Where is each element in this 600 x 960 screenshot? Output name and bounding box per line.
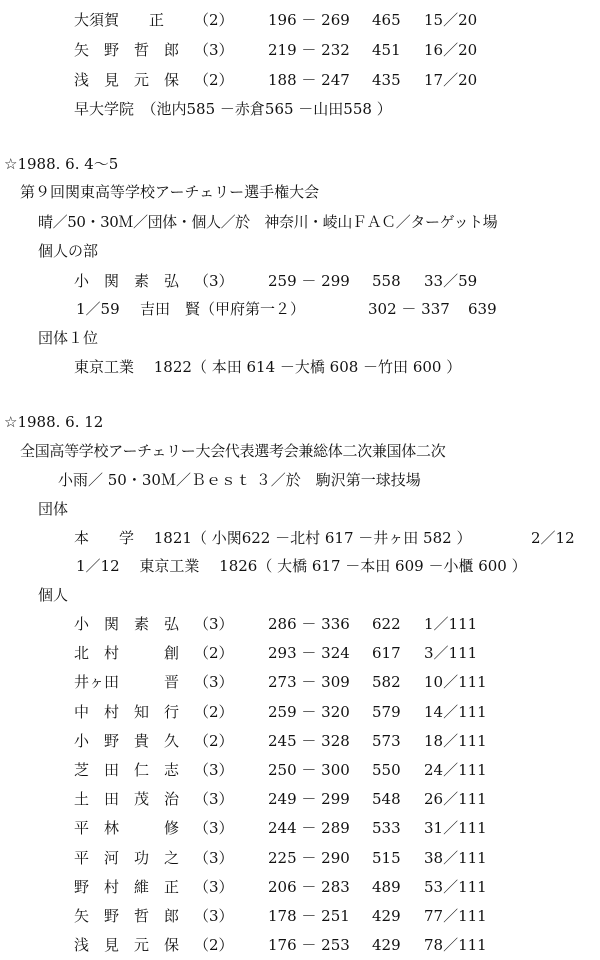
top-row-2-score: 188 － 247 bbox=[268, 71, 350, 89]
event2-row-total: 429 bbox=[372, 936, 401, 954]
top-row-1-score: 219 － 232 bbox=[268, 41, 350, 59]
top-row-2-rank: 17／20 bbox=[424, 71, 478, 89]
event2-row-total: 548 bbox=[372, 790, 401, 808]
event2-conditions: 小雨／ 50・30Ｍ／Ｂｅｓｔ ３／於 駒沢第一球技場 bbox=[58, 471, 421, 489]
event2-row-rank: 38／111 bbox=[424, 849, 487, 867]
top-row-0-rank: 15／20 bbox=[424, 11, 478, 29]
event2-row-grade: （2） bbox=[194, 732, 234, 750]
event2-row-rank: 53／111 bbox=[424, 878, 487, 896]
event2-row-grade: （3） bbox=[194, 673, 234, 691]
event2-row-total: 429 bbox=[372, 907, 401, 925]
event2-row-total: 573 bbox=[372, 732, 401, 750]
event2-row-rank: 77／111 bbox=[424, 907, 487, 925]
event1-team-line: 東京工業 1822（ 本田 614 －大橋 608 －竹田 600 ） bbox=[74, 358, 462, 376]
event1-conditions: 晴／50・30Ｍ／団体・個人／於 神奈川・崚山ＦＡＣ／ターゲット場 bbox=[38, 213, 498, 231]
event2-row-name: 芝 田 仁 志 bbox=[74, 761, 180, 779]
event2-row-rank: 10／111 bbox=[424, 673, 487, 691]
event2-row-score: 250 － 300 bbox=[268, 761, 350, 779]
event2-row-name: 野 村 維 正 bbox=[74, 878, 180, 896]
event2-row-name: 平 河 功 之 bbox=[74, 849, 180, 867]
event2-row-score: 244 － 289 bbox=[268, 819, 350, 837]
top-row-1-total: 451 bbox=[372, 41, 401, 59]
event2-row-rank: 14／111 bbox=[424, 703, 487, 721]
event2-row-total: 489 bbox=[372, 878, 401, 896]
event2-row-name: 土 田 茂 治 bbox=[74, 790, 180, 808]
event1-title: 第９回関東高等学校アーチェリー選手権大会 bbox=[20, 183, 320, 201]
event1-row2-score: 302 － 337 bbox=[368, 300, 450, 318]
event2-row-total: 617 bbox=[372, 644, 401, 662]
event2-row-total: 533 bbox=[372, 819, 401, 837]
event2-row-total: 515 bbox=[372, 849, 401, 867]
event2-row-name: 中 村 知 行 bbox=[74, 703, 180, 721]
event2-team-label: 団体 bbox=[38, 500, 69, 518]
top-row-1-name: 矢 野 哲 郎 bbox=[74, 41, 180, 59]
event2-row-score: 259 － 320 bbox=[268, 703, 350, 721]
event2-row-rank: 1／111 bbox=[424, 615, 478, 633]
top-row-0-score: 196 － 269 bbox=[268, 11, 350, 29]
top-row-1-grade: （3） bbox=[194, 41, 234, 59]
event2-row-grade: （2） bbox=[194, 644, 234, 662]
event2-row-grade: （3） bbox=[194, 849, 234, 867]
event1-row2-total: 639 bbox=[468, 300, 497, 318]
event2-row-score: 293 － 324 bbox=[268, 644, 350, 662]
event2-row-total: 582 bbox=[372, 673, 401, 691]
event2-team-line1-rank: 2／12 bbox=[531, 529, 575, 547]
event2-individual-label: 個人 bbox=[38, 586, 69, 604]
event2-row-rank: 24／111 bbox=[424, 761, 487, 779]
event1-individual-label: 個人の部 bbox=[38, 242, 99, 260]
event2-team-line1: 本 学 1821（ 小関622 －北村 617 －井ヶ田 582 ） bbox=[74, 529, 472, 547]
event1-row1-rank: 33／59 bbox=[424, 272, 478, 290]
event2-row-name: 小 関 素 弘 bbox=[74, 615, 180, 633]
top-row-2-total: 435 bbox=[372, 71, 401, 89]
event2-row-name: 北 村 創 bbox=[74, 644, 180, 662]
top-row-0-grade: （2） bbox=[194, 11, 234, 29]
event2-row-score: 273 － 309 bbox=[268, 673, 350, 691]
event1-row2-rank: 1／59 bbox=[76, 300, 120, 318]
event2-row-rank: 18／111 bbox=[424, 732, 487, 750]
event2-row-score: 245 － 328 bbox=[268, 732, 350, 750]
event2-row-grade: （3） bbox=[194, 907, 234, 925]
event1-row1-total: 558 bbox=[372, 272, 401, 290]
event2-row-name: 小 野 貴 久 bbox=[74, 732, 180, 750]
event2-row-grade: （3） bbox=[194, 615, 234, 633]
event2-row-name: 平 林 修 bbox=[74, 819, 180, 837]
event2-row-score: 249 － 299 bbox=[268, 790, 350, 808]
top-row-0-name: 大須賀 正 bbox=[74, 11, 165, 29]
event2-team-line2: 1／12 東京工業 1826（ 大橋 617 －本田 609 －小櫃 600 ） bbox=[76, 557, 527, 575]
event2-row-grade: （3） bbox=[194, 878, 234, 896]
event1-row2-name: 吉田 賢（甲府第一２） bbox=[140, 300, 306, 318]
event2-row-rank: 26／111 bbox=[424, 790, 487, 808]
event2-row-rank: 31／111 bbox=[424, 819, 487, 837]
event2-row-grade: （3） bbox=[194, 819, 234, 837]
top-row-1-rank: 16／20 bbox=[424, 41, 478, 59]
event1-date: ☆1988. 6. 4～5 bbox=[4, 155, 119, 173]
event2-row-score: 286 － 336 bbox=[268, 615, 350, 633]
event2-row-score: 176 － 253 bbox=[268, 936, 350, 954]
event2-row-score: 206 － 283 bbox=[268, 878, 350, 896]
event2-row-rank: 3／111 bbox=[424, 644, 478, 662]
event1-row1-name: 小 関 素 弘 bbox=[74, 272, 180, 290]
event2-row-score: 178 － 251 bbox=[268, 907, 350, 925]
event2-row-grade: （3） bbox=[194, 761, 234, 779]
event1-team-label: 団体１位 bbox=[38, 329, 99, 347]
event2-row-name: 矢 野 哲 郎 bbox=[74, 907, 180, 925]
top-team-line: 早大学院 （池内585 －赤倉565 －山田558 ） bbox=[74, 100, 392, 118]
event2-row-name: 井ヶ田 晋 bbox=[74, 673, 180, 691]
event2-row-total: 550 bbox=[372, 761, 401, 779]
event1-row1-grade: （3） bbox=[194, 272, 234, 290]
event2-row-score: 225 － 290 bbox=[268, 849, 350, 867]
event2-row-name: 浅 見 元 保 bbox=[74, 936, 180, 954]
top-row-2-name: 浅 見 元 保 bbox=[74, 71, 180, 89]
top-row-2-grade: （2） bbox=[194, 71, 234, 89]
event2-date: ☆1988. 6. 12 bbox=[4, 413, 104, 431]
event2-row-grade: （3） bbox=[194, 790, 234, 808]
event2-row-grade: （2） bbox=[194, 936, 234, 954]
top-row-0-total: 465 bbox=[372, 11, 401, 29]
event1-row1-score: 259 － 299 bbox=[268, 272, 350, 290]
event2-row-rank: 78／111 bbox=[424, 936, 487, 954]
event2-title: 全国高等学校アーチェリー大会代表選考会兼総体二次兼国体二次 bbox=[20, 442, 446, 460]
event2-row-grade: （2） bbox=[194, 703, 234, 721]
event2-row-total: 579 bbox=[372, 703, 401, 721]
event2-row-total: 622 bbox=[372, 615, 401, 633]
